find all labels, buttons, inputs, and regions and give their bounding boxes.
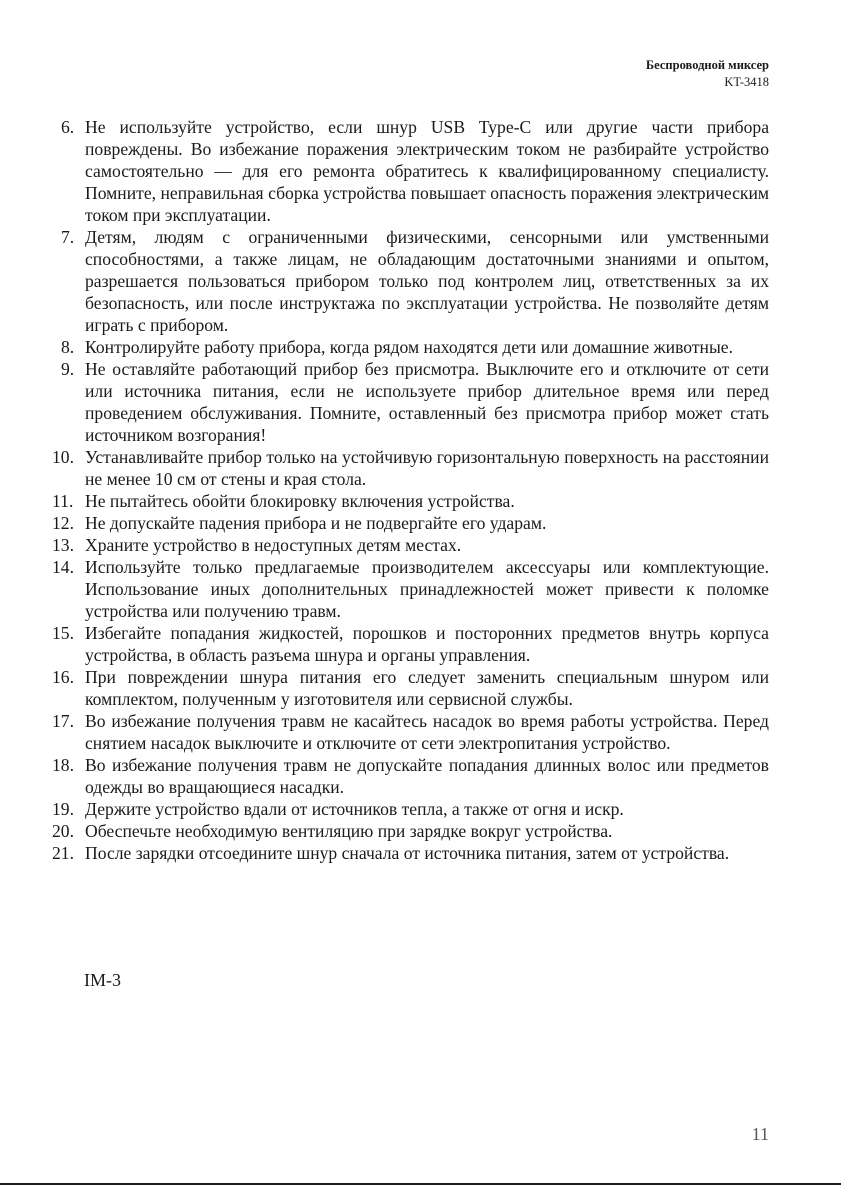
- item-text: Не допускайте падения прибора и не подвергайте его ударам.: [85, 513, 547, 533]
- item-number: 13.: [52, 535, 74, 555]
- safety-item: [52, 820, 769, 842]
- safety-item: [52, 490, 769, 512]
- item-number: 8.: [61, 337, 75, 357]
- item-text: Во избежание получения травм не допускайте попадания длинных волос или предметов одежды во вращающиеся насадки.: [85, 755, 769, 797]
- safety-instructions-list: [52, 116, 769, 864]
- item-number: 6.: [61, 117, 75, 137]
- item-text: Во избежание получения травм не касайтесь насадок во время работы устройства. Перед снятием насадок выключите и отключите от сети электропитания устройство.: [85, 711, 769, 753]
- safety-item: [52, 666, 769, 710]
- safety-item: [52, 336, 769, 358]
- safety-item: [52, 512, 769, 534]
- item-text: Не используйте устройство, если шнур USB Type-C или другие части прибора повреждены. Во избежание поражения электрическим током не разбирайте устройство самостоятельно — для его ремонта обратитесь к квалифицированному специалисту. Помните, неправильная сборка устройства повышает опасность поражения электрическим током при эксплуатации.: [85, 117, 769, 225]
- item-number: 14.: [52, 557, 74, 577]
- safety-item: [52, 710, 769, 754]
- item-number: 11.: [52, 491, 74, 511]
- item-number: 20.: [52, 821, 74, 841]
- safety-item: [52, 622, 769, 666]
- safety-item: [52, 226, 769, 336]
- item-number: 19.: [52, 799, 74, 819]
- safety-item: [52, 358, 769, 446]
- item-text: Обеспечьте необходимую вентиляцию при зарядке вокруг устройства.: [85, 821, 613, 841]
- item-text: Храните устройство в недоступных детям местах.: [85, 535, 462, 555]
- item-text: Избегайте попадания жидкостей, порошков и посторонних предметов внутрь корпуса устройства, в область разъема шнура и органы управления.: [85, 623, 769, 665]
- safety-item: [52, 446, 769, 490]
- item-number: 21.: [52, 843, 74, 863]
- item-number: 17.: [52, 711, 74, 731]
- item-number: 12.: [52, 513, 74, 533]
- item-number: 9.: [61, 359, 75, 379]
- page-number: 11: [751, 1124, 769, 1144]
- item-number: 10.: [52, 447, 74, 467]
- safety-item: [52, 556, 769, 622]
- product-name: Беспроводной миксер: [645, 58, 769, 72]
- model-number: KT-3418: [724, 75, 769, 89]
- safety-item: [52, 842, 769, 864]
- item-text: Устанавливайте прибор только на устойчивую горизонтальную поверхность на расстоянии не менее 10 см от стены и края стола.: [85, 447, 769, 489]
- item-text: Не оставляйте работающий прибор без присмотра. Выключите его и отключите от сети или источника питания, если не используете прибор длительное время или перед проведением обслуживания. Помните, оставленный без присмотра прибор может стать источником возгорания!: [85, 359, 769, 445]
- safety-item: [52, 534, 769, 556]
- item-number: 15.: [52, 623, 74, 643]
- item-text: Используйте только предлагаемые производителем аксессуары или комплектующие. Использование иных дополнительных принадлежностей может привести к поломке устройства или получению травм.: [85, 557, 769, 621]
- item-text: При повреждении шнура питания его следует заменить специальным шнуром или комплектом, полученным у изготовителя или сервисной службы.: [85, 667, 769, 709]
- safety-item: [52, 754, 769, 798]
- item-text: После зарядки отсоедините шнур сначала от источника питания, затем от устройства.: [85, 843, 730, 863]
- item-text: Детям, людям с ограниченными физическими, сенсорными или умственными способностями, а также лицам, не обладающим достаточными знаниями и опытом, разрешается пользоваться прибором только под контролем лиц, ответственных за их безопасность, или после инструктажа по эксплуатации устройства. Не позволяйте детям играть с прибором.: [85, 227, 769, 335]
- safety-item: [52, 116, 769, 226]
- item-number: 7.: [61, 227, 75, 247]
- document-code: IM-3: [84, 970, 121, 990]
- item-number: 18.: [52, 755, 74, 775]
- item-text: Контролируйте работу прибора, когда рядом находятся дети или домашние животные.: [85, 337, 733, 357]
- item-text: Держите устройство вдали от источников тепла, а также от огня и искр.: [85, 799, 624, 819]
- item-number: 16.: [52, 667, 74, 687]
- item-text: Не пытайтесь обойти блокировку включения устройства.: [85, 491, 515, 511]
- bottom-rule: [0, 1183, 841, 1185]
- page-header: [646, 57, 769, 91]
- safety-item: [52, 798, 769, 820]
